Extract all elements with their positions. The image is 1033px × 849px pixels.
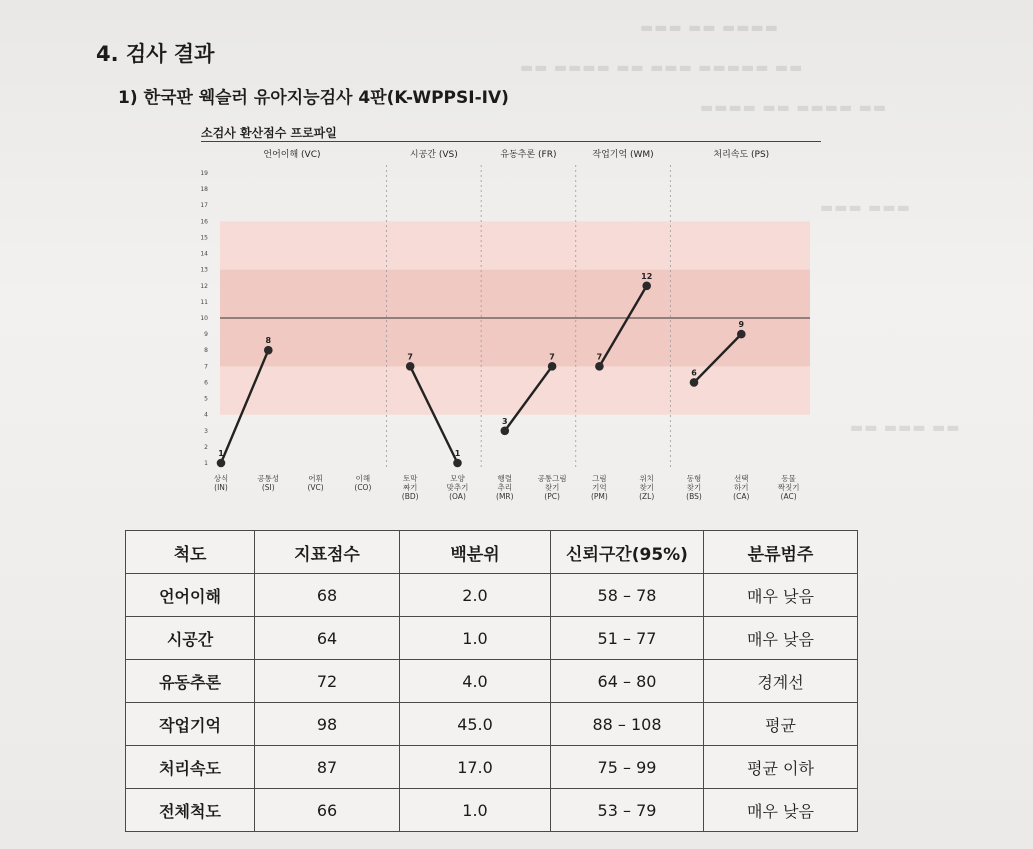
x-tick-label [354, 473, 371, 492]
domain-label: 작업기억 (WM) [592, 150, 654, 160]
x-tick-label-line: (BD) [401, 492, 419, 501]
scale-name-cell: 시공간 [126, 617, 255, 660]
x-tick-label-line: (BS) [686, 492, 702, 501]
domain-label: 유동추론 (FR) [500, 150, 557, 160]
data-label: 1 [218, 449, 224, 458]
x-tick-label-line: (OA) [449, 492, 466, 501]
domain-labels [263, 148, 769, 160]
x-tick-label [496, 473, 514, 501]
y-tick-label: 4 [204, 411, 208, 419]
x-tick-label [447, 473, 469, 501]
x-tick-label-line: 공통그림 [537, 474, 567, 483]
x-tick-label-line: 맞추기 [446, 483, 469, 492]
y-tick-label: 8 [204, 347, 208, 355]
table-cell: 4.0 [400, 660, 551, 703]
table-row [126, 789, 858, 832]
data-point [737, 330, 746, 339]
scale-name-cell: 처리속도 [126, 746, 255, 789]
table-cell: 98 [255, 703, 400, 746]
y-tick-label: 15 [200, 234, 208, 242]
x-tick-label [257, 473, 279, 492]
table-cell: 2.0 [400, 574, 551, 617]
y-tick-label: 14 [200, 250, 208, 258]
x-tick-label-line: (PC) [544, 492, 560, 501]
y-tick-label: 2 [204, 443, 208, 451]
y-axis-ticks [200, 170, 208, 467]
x-tick-label-line: 이해 [355, 474, 371, 483]
table-header-cell: 분류범주 [704, 531, 858, 574]
data-label: 7 [549, 352, 555, 362]
x-tick-label [307, 473, 323, 492]
y-tick-label: 1 [204, 460, 208, 467]
table-cell: 58 – 78 [551, 574, 704, 617]
x-tick-label-line: (PM) [590, 492, 608, 501]
data-point [501, 426, 510, 435]
data-point [453, 459, 462, 468]
x-tick-label-line: 공통성 [257, 474, 280, 483]
chart-caption: 소검사 환산점수 프로파일 [201, 126, 337, 140]
x-tick-label-line: 선택 [734, 474, 749, 483]
data-point [217, 459, 226, 468]
x-tick-label-line: 짜기 [402, 483, 418, 492]
x-tick-label-line: (ZL) [639, 492, 655, 501]
table-header-cell: 신뢰구간(95%) [551, 531, 704, 574]
y-tick-label: 12 [200, 282, 208, 290]
data-label: 7 [407, 352, 413, 362]
table-cell: 17.0 [400, 746, 551, 789]
table-cell: 51 – 77 [551, 617, 704, 660]
x-tick-label-line: (MR) [496, 492, 514, 501]
x-tick-label-line: 기억 [592, 483, 607, 492]
data-point [595, 362, 604, 371]
table-row [126, 746, 858, 789]
table-row [126, 660, 858, 703]
x-tick-label-line: 찾기 [686, 483, 702, 492]
x-tick-label [639, 473, 654, 501]
table-cell: 매우 낮음 [704, 574, 858, 617]
domain-label: 시공간 (VS) [409, 150, 458, 160]
x-tick-label-line: (CO) [354, 483, 372, 492]
table-cell: 88 – 108 [551, 703, 704, 746]
bleed-through-text: ▬▬ ▬▬▬▬ ▬▬ ▬▬▬ ▬▬▬▬▬ ▬▬ [520, 60, 804, 76]
bleed-through-text: ▬▬ ▬▬▬ ▬▬ [850, 420, 961, 436]
x-tick-label-line: 위치 [639, 474, 654, 483]
x-tick-label-line: 상식 [213, 474, 229, 483]
section-title: 4. 검사 결과 [96, 42, 215, 66]
y-tick-label: 18 [200, 186, 208, 194]
table-cell: 75 – 99 [551, 746, 704, 789]
y-tick-label: 13 [200, 266, 208, 274]
table-cell: 평균 [704, 703, 858, 746]
data-label: 1 [454, 449, 461, 458]
x-tick-label-line: (AC) [780, 492, 797, 501]
y-tick-label: 17 [200, 202, 208, 210]
x-tick-label [686, 473, 702, 501]
x-tick-label-line: 하기 [734, 483, 749, 492]
x-tick-label-line: 짝짓기 [777, 483, 800, 492]
table-header-row [126, 531, 858, 574]
x-tick-label-line: (SI) [261, 483, 275, 492]
data-label: 3 [502, 416, 508, 426]
x-tick-label [778, 474, 800, 501]
table-cell: 평균 이하 [704, 746, 858, 789]
caption-rule [201, 141, 821, 142]
y-tick-label: 9 [204, 331, 208, 339]
x-tick-label-line: 추리 [497, 483, 513, 492]
x-tick-label-line: 찾기 [639, 483, 654, 492]
y-tick-label: 6 [204, 379, 208, 387]
x-tick-label [538, 473, 567, 501]
table-cell: 87 [255, 746, 400, 789]
table-cell: 53 – 79 [551, 789, 704, 832]
x-tick-label-line: (IN) [214, 483, 228, 492]
table-header-cell: 백분위 [400, 531, 551, 574]
x-tick-label-line: 동물 [781, 474, 796, 483]
y-tick-label: 19 [200, 170, 208, 177]
data-point [642, 281, 651, 290]
x-tick-label [402, 473, 419, 501]
table-cell: 64 – 80 [551, 660, 704, 703]
table-cell: 64 [255, 617, 400, 660]
table-header-cell: 지표점수 [255, 531, 400, 574]
y-tick-label: 10 [200, 315, 208, 322]
data-point [406, 362, 415, 371]
table-row [126, 617, 858, 660]
sub-title: 1) 한국판 웩슬러 유아지능검사 4판(K-WPPSI-IV) [118, 88, 509, 108]
data-point [548, 362, 557, 371]
data-label: 8 [265, 336, 272, 346]
table-header-cell: 척도 [126, 531, 255, 574]
x-tick-label-line: 토막 [402, 474, 418, 483]
x-tick-label-line: (CA) [733, 492, 750, 501]
bleed-through-text: ▬▬▬ ▬▬▬ [820, 200, 911, 216]
y-tick-label: 16 [200, 218, 208, 226]
scale-name-cell: 유동추론 [126, 660, 255, 703]
x-tick-label-line: 찾기 [544, 483, 560, 492]
table-cell: 1.0 [400, 617, 551, 660]
table-cell: 72 [255, 660, 400, 703]
y-tick-label: 3 [204, 427, 208, 435]
x-tick-label [214, 473, 229, 492]
y-tick-label: 5 [204, 395, 208, 403]
table-cell: 1.0 [400, 789, 551, 832]
table-cell: 68 [255, 574, 400, 617]
scale-name-cell: 전체척도 [126, 789, 255, 832]
x-tick-label [733, 473, 749, 501]
y-tick-label: 7 [204, 363, 208, 371]
data-label: 6 [691, 368, 697, 378]
domain-label: 처리속도 (PS) [713, 150, 770, 160]
table-cell: 경계선 [704, 660, 858, 703]
x-tick-label-line: 행렬 [497, 474, 513, 483]
scale-name-cell: 언어이해 [126, 574, 255, 617]
y-tick-label: 11 [200, 298, 208, 306]
table-cell: 매우 낮음 [704, 789, 858, 832]
x-tick-label [591, 473, 608, 501]
data-label: 12 [641, 271, 653, 281]
domain-label: 언어이해 (VC) [263, 150, 321, 160]
bleed-through-text: ▬▬▬▬ ▬▬ ▬▬▬▬ ▬▬ [700, 100, 888, 116]
score-bands [220, 221, 810, 414]
data-label: 9 [738, 320, 745, 330]
x-tick-label-line: (VC) [307, 483, 324, 492]
x-tick-label-line: 동형 [686, 474, 702, 483]
table-cell: 45.0 [400, 703, 551, 746]
scale-name-cell: 작업기억 [126, 703, 255, 746]
x-tick-label-line: 모양 [450, 474, 465, 483]
results-table [125, 530, 858, 832]
table-row [126, 703, 858, 746]
x-tick-label-line: 어휘 [308, 474, 323, 483]
x-tick-label-line: 그림 [592, 474, 607, 483]
data-point [264, 346, 273, 355]
table-cell: 66 [255, 789, 400, 832]
table-row [126, 574, 858, 617]
x-axis-tick-labels [214, 473, 800, 501]
data-point [690, 378, 699, 387]
data-label: 7 [596, 352, 603, 362]
table-cell: 매우 낮음 [704, 617, 858, 660]
bleed-through-text: ▬▬▬ ▬▬ ▬▬▬▬ [640, 20, 779, 36]
subtest-profile-chart [180, 145, 830, 515]
